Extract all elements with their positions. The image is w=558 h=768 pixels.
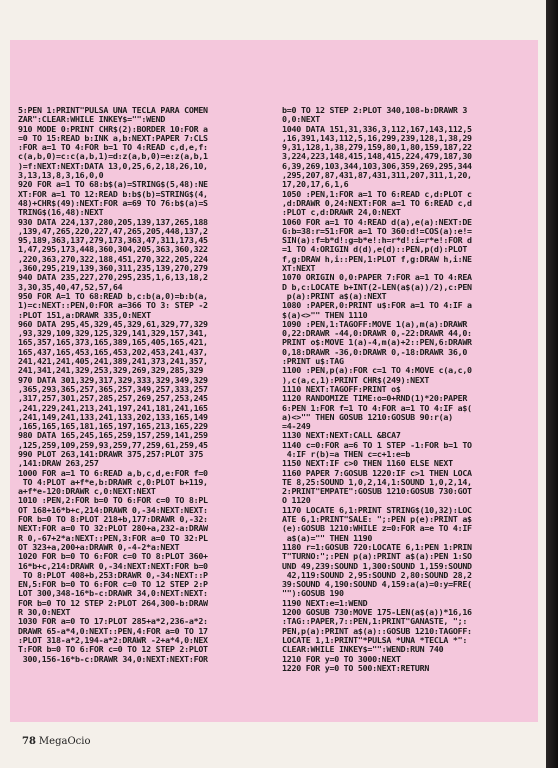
book-spine xyxy=(546,0,558,768)
magazine-name: MegaOcio xyxy=(38,736,91,747)
code-listing-right-column: b=0 TO 12 STEP 2:PLOT 340,108-b:DRAWR 3 0,0:NEXT 1040 DATA 151,31,336,3,112,167,143,112,5 ,16,391,143,112,5,16,299,239,128,1,38,29 9,31,128,1,38,279,159,80,1,80,159,187,22 3,224,223,148,415,148,415,224,479,187,30 6,39,269,103,344,103,306,359,269,295,344 ,295,207,87,431,87,431,311,207,311,1,20, 17,20,17,6,1,6 1050 :PEN,1:FOR a=1 TO 6:READ c,d:PLOT c ,d:DRAWR 0,24:NEXT:FOR a=1 TO 6:READ c,d :PLOT c,d:DRAWR 24,0:NEXT 1060 FOR a=1 TO 4:READ d(a),e(a):NEXT:DE G:b=38:r=51:FOR a=1 TO 360:d!=COS(a):e!= SIN(a):f=b*d!:g=b*e!:h=r*d!:i=r*e!:FOR d =1 TO 4:ORIGIN d(d),e(d)::PEN,p(d):PLOT f,g:DRAW h,i::PEN,1:PLOT f,g:DRAW h,i:NE XT:NEXT 1070 ORIGIN 0,0:PAPER 7:FOR a=1 TO 4:REA D b,c:LOCATE b+INT(2-LEN(a$(a))/2),c:PEN p(a):PRINT a$(a):NEXT 1080 :PAPER,0:PRINT u$:FOR a=1 TO 4:IF a $(a)<>"" THEN 1110 1090 :PEN,1:TAGOFF:MOVE 1(a),m(a):DRAWR 0,22:DRAWR -44,0:DRAWR 0,-22:DRAWR 44,0: PRINT o$:MOVE 1(a)-4,m(a)+2::PEN,6:DRAWR 0,18:DRAWR -36,0:DRAWR 0,-18:DRAWR 36,0 :PRINT u$:TAG 1100 :PEN,p(a):FOR c=1 TO 4:MOVE c(a,c,0 ),c(a,c,1):PRINT CHR$(249):NEXT 1110 NEXT:TAGOFF:PRINT o$ 1120 RANDOMIZE TIME:o=0+RND(1)*20:PAPER 6:PEN 1:FOR f=1 TO 4:FOR a=1 TO 4:IF a$( a)<>"" THEN GOSUB 1210:GOSUB 90:r(a) =4-249 1130 NEXT:NEXT:CALL &BCA7 1140 c=0:FOR a=6 TO 1 STEP -1:FOR b=1 TO 4:IF r(b)=a THEN c=c+1:e=b 1150 NEXT:IF c>0 THEN 1160 ELSE NEXT 1160 PAPER 7:GOSUB 1220:IF c>1 THEN LOCA TE 8,25:SOUND 1,0,2,14,1:SOUND 1,0,2,14, 2:PRINT"EMPATE":GOSUB 1210:GOSUB 730:GOT O 1120 1170 LOCATE 6,1:PRINT STRING$(10,32):LOC ATE 6,1:PRINT"SALE: ";:PEN p(e):PRINT a$ (e):GOSUB 1210:WHILE z=0:FOR a=e TO 4:IF a$(a)="" THEN 1190 1180 r=1:GOSUB 720:LOCATE 6,1:PEN 1:PRIN T"TURNO:";:PEN p(a):PRINT a$(a):PEN 1:SO UND 49,239:SOUND 1,300:SOUND 1,159:SOUND 42,119:SOUND 2,95:SOUND 2,80:SOUND 28,2 39:SOUND 4,190:SOUND 4,159:a(a)=0:y=FRE( ""):GOSUB 190 1190 NEXT:e=1:WEND 1200 GOSUB 730:MOVE 175-LEN(a$(a))*16,16 :TAG::PAPER,7::PEN,1:PRINT"GANASTE, ";: PEN,p(a):PRINT a$(a)::GOSUB 1210:TAGOFF: LOCATE 1,1:PRINT"*PULSA *UNA *TECLA *": CLEAR:WHILE INKEY$="":WEND:RUN 740 1210 FOR y=0 TO 3000:NEXT 1220 FOR y=0 TO 500:NEXT:RETURN xyxy=(282,106,472,673)
code-listing-left-column: 5:PEN 1:PRINT"PULSA UNA TECLA PARA COMEN ZAR":CLEAR:WHILE INKEY$="":WEND 910 MODE 0:PRINT CHR$(2):BORDER 10:FOR a =0 TO 15:READ b:INK a,b:NEXT:PAPER 7:CLS :FOR a=1 TO 4:FOR b=1 TO 4:READ c,d,e,f: c(a,b,0)=c:c(a,b,1)=d:z(a,b,0)=e:z(a,b,1 )=f:NEXT:NEXT:DATA 13,0,25,6,2,18,26,10, 3,13,13,8,3,16,0,0 920 FOR a=1 TO 68:b$(a)=STRING$(5,48):NE XT:FOR a=1 TO 12:READ b:b$(b)=STRING$(4, 48)+CHR$(49):NEXT:FOR a=69 TO 76:b$(a)=S TRING$(16,48):NEXT 930 DATA 224,137,280,205,139,137,265,188 ,139,47,265,220,227,47,265,205,448,137,2 95,189,363,137,279,173,363,47,311,173,45 1,47,295,173,448,360,304,205,363,360,322 ,220,363,270,322,188,451,270,322,205,224 ,360,295,219,139,360,311,235,139,270,279 940 DATA 235,227,270,295,235,1,6,13,18,2 3,30,35,40,47,52,57,64 950 FOR A=1 TO 68:READ b,c:b(a,0)=b:b(a, 1)=c:NEXT::PEN,0:FOR a=366 TO 3: STEP -2 :PLOT 151,a:DRAWR 335,0:NEXT 960 DATA 295,45,329,45,329,61,329,77,329 ,93,329,109,329,125,329,141,329,157,341, 165,357,165,373,165,389,165,405,165,421, 165,437,165,453,165,453,202,453,241,437, 241,421,241,405,241,389,241,373,241,357, 241,341,241,329,253,329,269,329,285,329 970 DATA 301,329,317,329,333,329,349,329 ,365,293,365,257,365,257,349,257,333,257 ,317,257,301,257,285,257,269,257,253,245 ,241,229,241,213,241,197,241,181,241,165 ,241,149,241,133,241,133,202,133,165,149 ,165,165,165,181,165,197,165,213,165,229 980 DATA 165,245,165,259,157,259,141,259 ,125,259,109,259,93,259,77,259,61,259,45 990 PLOT 263,141:DRAWR 375,257:PLOT 375 ,141:DRAW 263,257 1000 FOR a=1 TO 6:READ a,b,c,d,e:FOR f=0 TO 4:PLOT a+f*e,b:DRAWR c,0:PLOT b+119, a+f*e-120:DRAWR c,0:NEXT:NEXT 1010 :PEN,2:FOR b=0 TO 6:FOR c=0 TO 8:PL OT 168+16*b+c,214:DRAWR 0,-34:NEXT:NEXT: FOR b=0 TO 8:PLOT 218+b,177:DRAWR 0,-32: NEXT:FOR a=0 TO 32:PLOT 280+a,232-a:DRAW R 0,-67+2*a:NEXT::PEN,3:FOR a=0 TO 32:PL OT 323+a,200+a:DRAWR 0,-4-2*a:NEXT 1020 FOR b=0 TO 6:FOR c=0 TO 8:PLOT 360+ 16*b+c,214:DRAWR 0,-34:NEXT:NEXT:FOR b=0 TO 8:PLOT 408+b,253:DRAWR 0,-34:NEXT::P EN,5:FOR b=0 TO 6:FOR c=0 TO 12 STEP 2:P LOT 300,348-16*b-c:DRAWR 34,0:NEXT:NEXT: FOR b=0 TO 12 STEP 2:PLOT 264,300-b:DRAW R 30,0:NEXT 1030 FOR a=0 TO 17:PLOT 285+a*2,236-a*2: DRAWR 65-a*4,0:NEXT::PEN,4:FOR a=0 TO 17 :PLOT 318-a*2,194-a*2:DRAWR -2+a*4,0:NEX T:FOR b=0 TO 6:FOR c=0 TO 12 STEP 2:PLOT 300,156-16*b-c:DRAWR 34,0:NEXT:NEXT:FOR xyxy=(18,106,208,664)
page-footer xyxy=(22,736,90,747)
page-number: 78 xyxy=(22,736,36,747)
